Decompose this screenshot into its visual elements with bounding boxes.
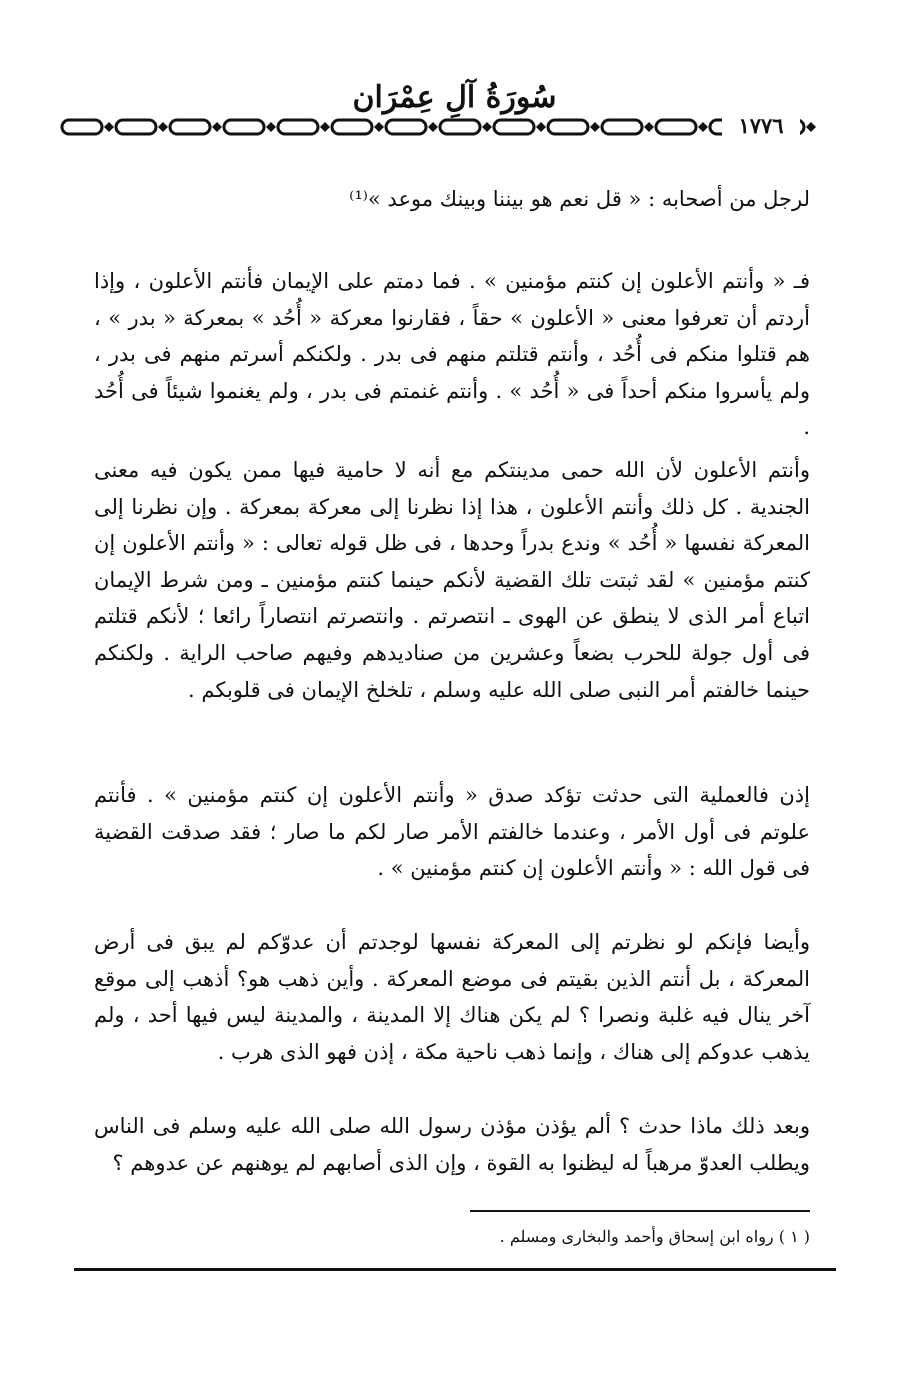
- chain-link: [602, 120, 642, 134]
- bottom-rule: [74, 1268, 836, 1271]
- paragraph-3: وأنتم الأعلون لأن الله حمى مدينتكم مع أنه لا حامية فيها ممن يكون فيه معنى الجندية . كل ذلك وأنتم الأعلون ، هذا إذا نظرنا إلى معركة بمعركة . وإن نظرنا إلى المعركة نفسها « أُحُد » وندع بدراً وحدها ، فى ظل قوله تعالى : « وأنتم الأعلون إن كنتم مؤمنين » لقد ثبتت تلك القضية لأنكم حينما كنتم مؤمنين ـ ومن شرط الإيمان اتباع أمر الذى لا ينطق عن الهوى ـ انتصرتم . وانتصرتم انتصاراً رائعا ؛ لأنكم قتلتم فى أول جولة للحرب بضعاً وعشرين من صناديدهم وفيهم صاحب الراية . ولكنكم حينما خالفتم أمر النبى صلى الله عليه وسلم ، تلخلخ الإيمان فى قلوبكم .: [94, 458, 810, 702]
- chain-link: [440, 120, 480, 134]
- paragraph-2: فـ « وأنتم الأعلون إن كنتم مؤمنين » . فما دمتم على الإيمان فأنتم الأعلون ، وإذا أردتم أن تعرفوا معنى « الأعلون » حقاً ، فقارنوا معركة « أُحُد » بمعركة « بدر » ، هم قتلوا منكم فى أُحُد ، وأنتم قتلتم منهم فى بدر . ولكنكم أسرتم منهم فى بدر ، ولم يأسروا منكم أحداً فى « أُحُد » . وأنتم غنمتم فى بدر ، ولم يغنموا شيئاً فى أُحُد .: [94, 269, 810, 440]
- chain-link: [170, 120, 210, 134]
- chain-diamond: [212, 122, 222, 132]
- surah-title: سُورَةُ آلِ عِمْرَان: [352, 80, 557, 115]
- chain-diamond: [806, 122, 816, 132]
- chain-diamond: [536, 122, 546, 132]
- footnote: ( ١ ) رواه ابن إسحاق وأحمد والبخارى ومسلم .: [499, 1227, 810, 1246]
- chain-diamond: [482, 122, 492, 132]
- paragraph-5: وأيضا فإنكم لو نظرتم إلى المعركة نفسها لوجدتم أن عدوّكم لم يبق فى أرض المعركة ، بل أنتم الذين بقيتم فى موضع المعركة . وأين ذهب هو؟ أذهب إلى موقع آخر ينال فيه غلبة ونصرا ؟ لم يكن هناك إلا المدينة ، والمدينة ليس فيها أحد ، ولم يذهب عدوكم إلى هناك ، وإنما ذهب ناحية مكة ، إذن فهو الذى هرب .: [94, 930, 810, 1064]
- chain-link: [62, 120, 102, 134]
- chain-link: [278, 120, 318, 134]
- chain-link: [548, 120, 588, 134]
- chain-diamond: [428, 122, 438, 132]
- footnote-divider: [470, 1210, 810, 1212]
- paragraph-4: إذن فالعملية التى حدثت تؤكد صدق « وأنتم الأعلون إن كنتم مؤمنين » . فأنتم علوتم فى أول الأمر ، وعندما خالفتم الأمر صار لكم ما صار ؛ فقد صدقت القضية فى قول الله : « وأنتم الأعلون إن كنتم مؤمنين » .: [94, 783, 810, 881]
- chain-diamond: [158, 122, 168, 132]
- paragraph-1: لرجل من أصحابه : « قل نعم هو بيننا وبينك موعد »⁽¹⁾: [349, 187, 810, 211]
- chain-diamond: [266, 122, 276, 132]
- chain-diamond: [320, 122, 330, 132]
- chain-link: [116, 120, 156, 134]
- chain-diamond: [374, 122, 384, 132]
- chain-link: [386, 120, 426, 134]
- page-number: ١٧٧٦: [722, 114, 800, 138]
- chain-link: [494, 120, 534, 134]
- chain-link: [656, 120, 696, 134]
- chain-diamond: [698, 122, 708, 132]
- chain-link: [224, 120, 264, 134]
- chain-link: [332, 120, 372, 134]
- chain-diamond: [590, 122, 600, 132]
- paragraph-6: وبعد ذلك ماذا حدث ؟ ألم يؤذن مؤذن رسول الله صلى الله عليه وسلم فى الناس ويطلب العدوّ مرهباً له ليظنوا به القوة ، وإن الذى أصابهم لم يوهنهم عن عدوهم ؟: [94, 1114, 810, 1175]
- chain-diamond: [104, 122, 114, 132]
- chain-diamond: [644, 122, 654, 132]
